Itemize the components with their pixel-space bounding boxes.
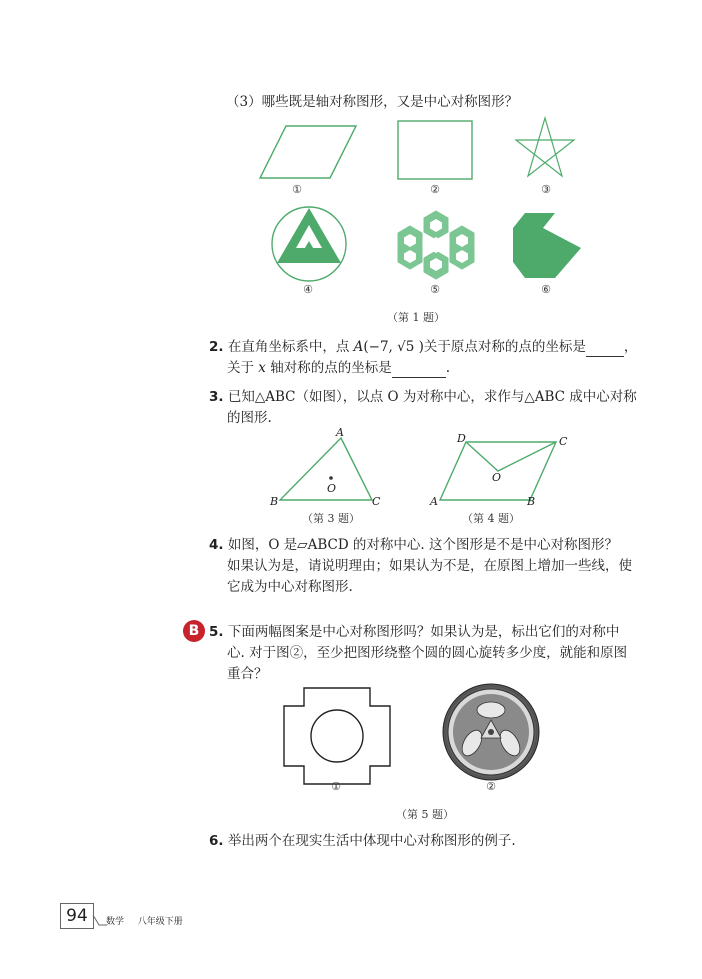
caption-q1: （第 1 题） <box>387 311 445 324</box>
question-1-part-3 <box>226 92 518 112</box>
figure-label-2: ② <box>430 183 440 196</box>
caption-q3: （第 3 题） <box>302 512 360 525</box>
q2-end-1: ， <box>623 339 638 355</box>
page-number: 94 <box>66 906 88 926</box>
q2-end-2: . <box>445 360 451 376</box>
question-5-line-3: 重合？ <box>227 666 268 682</box>
question-2-line-2 <box>227 358 450 378</box>
question-4-line-2: 如果认为是，请说明理由；如果认为不是，在原图上增加一些线，使 <box>227 558 632 574</box>
section-b-badge: B <box>183 620 205 642</box>
figure-label-1: ① <box>292 183 302 196</box>
figure-label-6: ⑥ <box>541 283 551 296</box>
fig4-label-b: B <box>527 495 536 508</box>
footer-grade: 八年级下册 <box>137 917 183 927</box>
q4-text-1: 如图，O 是▱ABCD 的对称中心. 这个图形是不是中心对称图形？ <box>227 537 619 553</box>
question-4-line-1 <box>209 535 618 555</box>
q2-var: x <box>258 360 266 376</box>
figure-rectangle <box>396 119 476 181</box>
fig5-label-2: ② <box>486 780 496 793</box>
question-5-line-1 <box>209 622 619 642</box>
part-text: 哪些既是轴对称图形，又是中心对称图形？ <box>261 94 519 110</box>
question-3-line-2: 的图形. <box>227 410 272 426</box>
fig4-label-d: D <box>457 432 466 445</box>
q2-text-a: 在直角坐标系中，点 <box>227 339 354 355</box>
q3-text-1: 已知△ABC（如图），以点 O 为对称中心，求作与△ABC 成中心对称 <box>227 389 637 405</box>
figure-star <box>514 116 576 180</box>
figure-label-3: ③ <box>541 183 551 196</box>
footer-decoration <box>93 915 107 927</box>
figure-cross-circle <box>282 686 392 786</box>
fig3-label-a: A <box>336 426 344 439</box>
figure-rabbit-medallion <box>441 682 541 782</box>
question-3-line-1 <box>209 387 637 407</box>
q6-text: 举出两个在现实生活中体现中心对称图形的例子. <box>227 833 516 849</box>
figure-label-5: ⑤ <box>430 283 440 296</box>
fig4-label-c: C <box>559 435 568 448</box>
q3-number: 3. <box>209 389 224 405</box>
footer-book-title <box>106 914 183 927</box>
page-number-box <box>60 903 94 929</box>
q4-number: 4. <box>209 537 224 553</box>
q5-number: 5. <box>209 624 224 640</box>
q5-text-1: 下面两幅图案是中心对称图形吗？如果认为是，标出它们的对称中 <box>227 624 620 640</box>
figure-label-4: ④ <box>303 283 313 296</box>
q2-text-b: 关于原点对称的点的坐标是 <box>423 339 586 355</box>
figure-arrow-shape <box>511 210 583 280</box>
question-4-line-3: 它成为中心对称图形. <box>227 579 353 595</box>
caption-q5: （第 5 题） <box>396 808 454 821</box>
question-2-line-1 <box>209 337 637 357</box>
q2-text-d: 轴对称的点的坐标是 <box>265 360 392 376</box>
fig5-label-1: ① <box>331 780 341 793</box>
q2-number: 2. <box>209 339 224 355</box>
fig3-label-b: B <box>270 495 279 508</box>
fig4-label-o: O <box>492 471 502 484</box>
figure-circle-triangle <box>269 204 349 284</box>
fig3-label-o: O <box>327 482 337 495</box>
q6-number: 6. <box>209 833 224 849</box>
figure-hexagon-flower <box>395 205 477 285</box>
answer-blank-1[interactable] <box>586 342 624 357</box>
q2-point: A <box>353 339 364 355</box>
question-5-line-2: 心. 对于图②，至少把图形绕整个圆的圆心旋转多少度，就能和原图 <box>227 645 628 661</box>
figure-parallelogram <box>258 124 358 182</box>
part-label: （3） <box>226 94 262 110</box>
q2-text-c: 关于 <box>227 360 259 376</box>
footer-subject: 数学 <box>106 917 125 927</box>
fig4-label-a: A <box>430 495 438 508</box>
question-6 <box>209 831 516 851</box>
caption-q4: （第 4 题） <box>462 512 520 525</box>
answer-blank-2[interactable] <box>392 363 446 378</box>
fig3-label-c: C <box>372 495 381 508</box>
q2-coord: (−7, √5 ) <box>363 339 424 355</box>
